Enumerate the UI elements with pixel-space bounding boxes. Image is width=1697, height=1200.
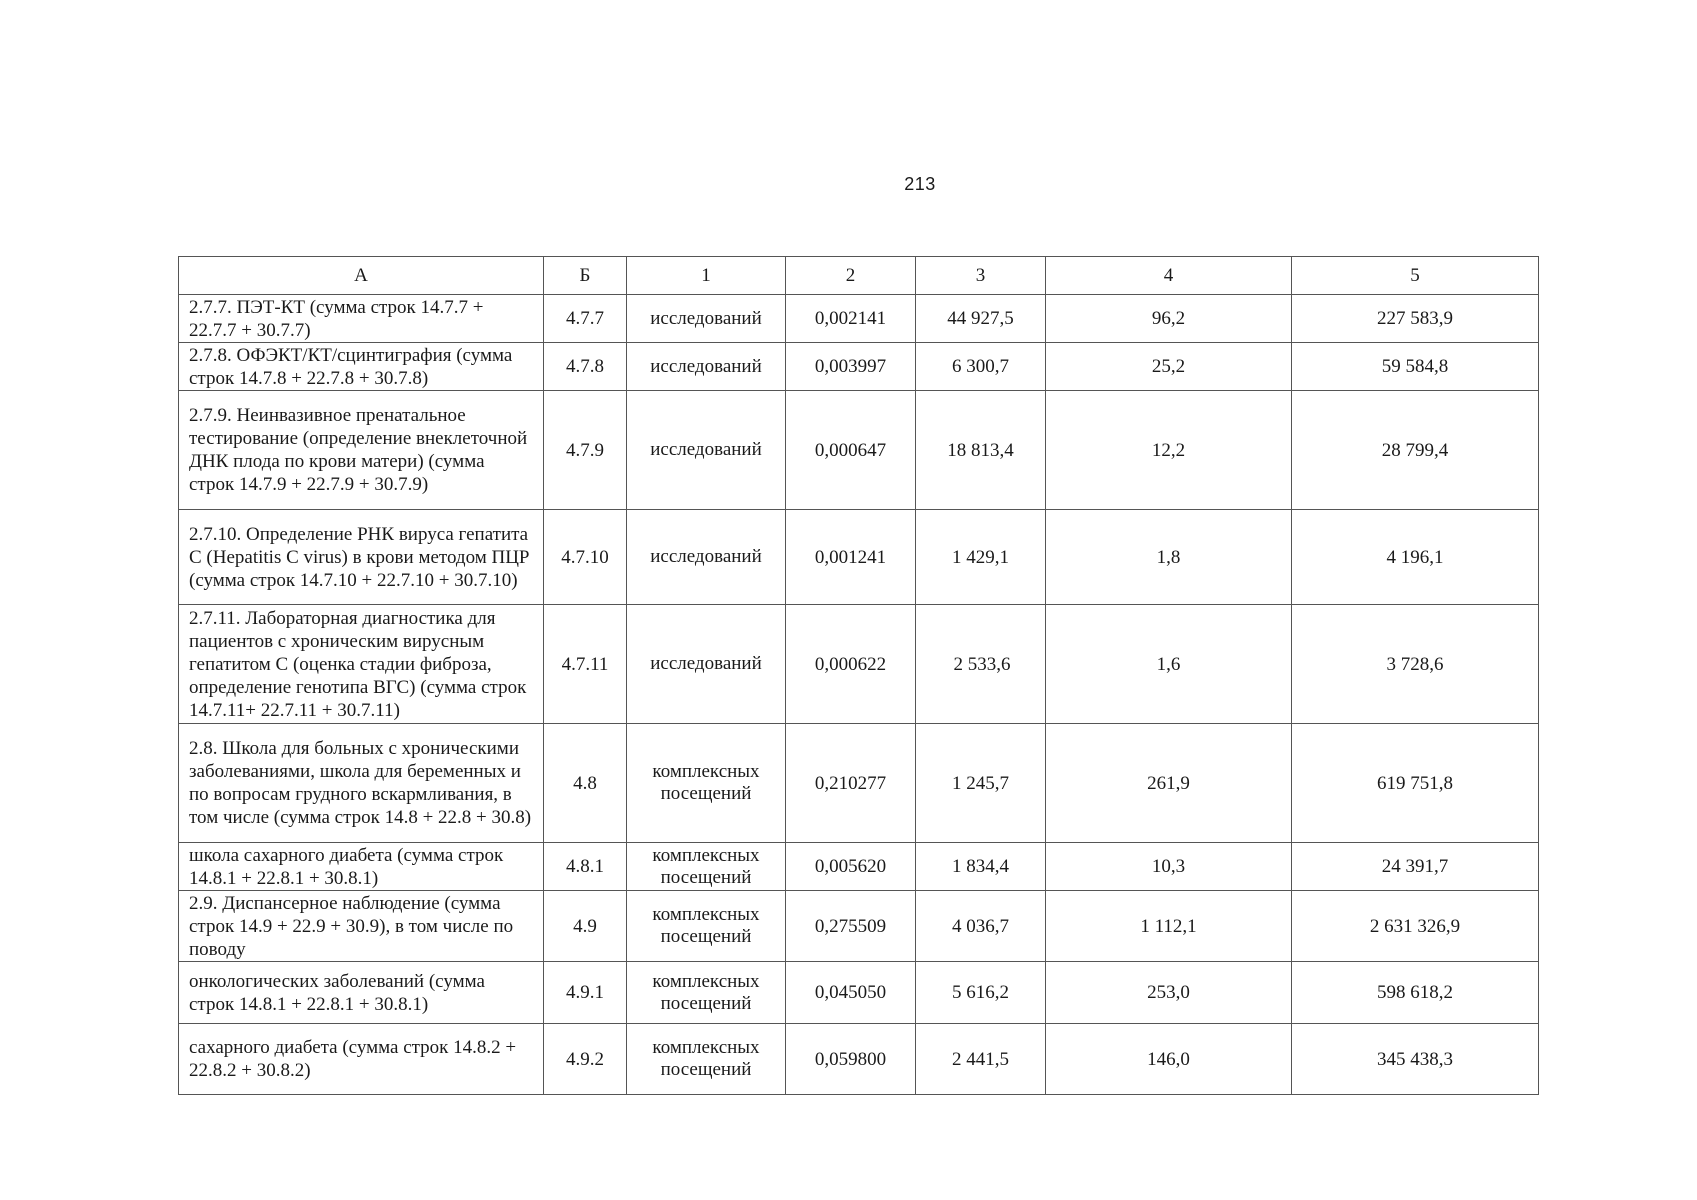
row-name: 2.8. Школа для больных с хроническими заболеваниями, школа для беременных и по вопросам грудного вскармливания, в том числе (сумма строк 14.8 + 22.8 + 30.8) (179, 724, 544, 843)
row-code: 4.8.1 (544, 843, 627, 891)
row-unit: комплексных посещений (627, 962, 786, 1024)
header-cell-1: 1 (627, 257, 786, 295)
row-unit: исследований (627, 295, 786, 343)
row-col-2: 0,003997 (786, 343, 916, 391)
row-col-2: 0,275509 (786, 891, 916, 962)
row-name: 2.7.10. Определение РНК вируса гепатита C (Hepatitis C virus) в крови методом ПЦР (сумма строк 14.7.10 + 22.7.10 + 30.7.10) (179, 510, 544, 605)
row-unit: исследований (627, 391, 786, 510)
table-row (179, 343, 1539, 391)
row-name: 2.7.11. Лабораторная диагностика для пациентов с хроническим вирусным гепатитом C (оценка стадии фиброза, определение генотипа ВГС) (сумма строк 14.7.11+ 22.7.11 + 30.7.11) (179, 605, 544, 724)
row-col-4: 146,0 (1046, 1024, 1292, 1095)
row-col-5: 598 618,2 (1292, 962, 1539, 1024)
table-row (179, 391, 1539, 510)
row-col-3: 2 441,5 (916, 1024, 1046, 1095)
row-col-5: 2 631 326,9 (1292, 891, 1539, 962)
table-row (179, 510, 1539, 605)
row-name: 2.7.7. ПЭТ-КТ (сумма строк 14.7.7 + 22.7.7 + 30.7.7) (179, 295, 544, 343)
header-cell-a: А (179, 257, 544, 295)
row-col-4: 96,2 (1046, 295, 1292, 343)
row-col-4: 1,8 (1046, 510, 1292, 605)
table-row (179, 724, 1539, 843)
table-row (179, 962, 1539, 1024)
row-code: 4.9.2 (544, 1024, 627, 1095)
row-col-3: 5 616,2 (916, 962, 1046, 1024)
row-unit: комплексных посещений (627, 1024, 786, 1095)
row-col-5: 619 751,8 (1292, 724, 1539, 843)
row-code: 4.7.10 (544, 510, 627, 605)
header-cell-4: 4 (1046, 257, 1292, 295)
row-col-4: 261,9 (1046, 724, 1292, 843)
row-col-2: 0,045050 (786, 962, 916, 1024)
row-col-3: 1 429,1 (916, 510, 1046, 605)
row-name: школа сахарного диабета (сумма строк 14.8.1 + 22.8.1 + 30.8.1) (179, 843, 544, 891)
row-unit: исследований (627, 510, 786, 605)
table-row (179, 891, 1539, 962)
table-row (179, 1024, 1539, 1095)
row-name: 2.7.8. ОФЭКТ/КТ/сцинтиграфия (сумма строк 14.7.8 + 22.7.8 + 30.7.8) (179, 343, 544, 391)
row-col-3 (916, 605, 1046, 724)
row-name: 2.7.9. Неинвазивное пренатальное тестирование (определение внеклеточной ДНК плода по крови матери) (сумма строк 14.7.9 + 22.7.9 + 30.7.9) (179, 391, 544, 510)
row-code: 4.7.9 (544, 391, 627, 510)
row-name: онкологических заболеваний (сумма строк 14.8.1 + 22.8.1 + 30.8.1) (179, 962, 544, 1024)
header-cell-2: 2 (786, 257, 916, 295)
row-col-2: 0,001241 (786, 510, 916, 605)
row-code: 4.9.1 (544, 962, 627, 1024)
row-col-4: 25,2 (1046, 343, 1292, 391)
row-col-3: 6 300,7 (916, 343, 1046, 391)
row-col-2: 0,000647 (786, 391, 916, 510)
header-cell-3: 3 (916, 257, 1046, 295)
table-row (179, 605, 1539, 724)
row-unit: комплексных посещений (627, 724, 786, 843)
row-unit: исследований (627, 605, 786, 724)
row-col-2: 0,000622 (786, 605, 916, 724)
row-unit: комплексных посещений (627, 843, 786, 891)
row-col-5: 28 799,4 (1292, 391, 1539, 510)
header-cell-b: Б (544, 257, 627, 295)
row-col-5: 59 584,8 (1292, 343, 1539, 391)
page-number: 213 (904, 174, 936, 194)
row-col-5: 227 583,9 (1292, 295, 1539, 343)
row-name: сахарного диабета (сумма строк 14.8.2 + 22.8.2 + 30.8.2) (179, 1024, 544, 1095)
data-table (178, 256, 1539, 1095)
row-name: 2.9. Диспансерное наблюдение (сумма строк 14.9 + 22.9 + 30.9), в том числе по поводу (179, 891, 544, 962)
row-col-2: 0,210277 (786, 724, 916, 843)
row-col-4: 253,0 (1046, 962, 1292, 1024)
row-col-3: 1 834,4 (916, 843, 1046, 891)
header-cell-5: 5 (1292, 257, 1539, 295)
row-col-4: 12,2 (1046, 391, 1292, 510)
row-col-3-value: 2 533,6 (953, 653, 1011, 675)
row-col-3: 44 927,5 (916, 295, 1046, 343)
row-col-2: 0,005620 (786, 843, 916, 891)
row-col-3: 4 036,7 (916, 891, 1046, 962)
row-unit: исследований (627, 343, 786, 391)
row-code: 4.7.8 (544, 343, 627, 391)
row-col-4: 1,6 (1046, 605, 1292, 724)
row-col-5: 4 196,1 (1292, 510, 1539, 605)
row-col-4: 10,3 (1046, 843, 1292, 891)
row-code: 4.8 (544, 724, 627, 843)
row-col-2: 0,059800 (786, 1024, 916, 1095)
row-code: 4.7.7 (544, 295, 627, 343)
row-code: 4.7.11 (544, 605, 627, 724)
table-row (179, 295, 1539, 343)
row-code: 4.9 (544, 891, 627, 962)
row-col-3: 18 813,4 (916, 391, 1046, 510)
header-row (179, 257, 1539, 295)
row-col-5: 3 728,6 (1292, 605, 1539, 724)
row-col-5: 345 438,3 (1292, 1024, 1539, 1095)
row-col-4: 1 112,1 (1046, 891, 1292, 962)
row-col-5: 24 391,7 (1292, 843, 1539, 891)
row-unit: комплексных посещений (627, 891, 786, 962)
row-col-3: 1 245,7 (916, 724, 1046, 843)
row-col-2: 0,002141 (786, 295, 916, 343)
table-row (179, 843, 1539, 891)
